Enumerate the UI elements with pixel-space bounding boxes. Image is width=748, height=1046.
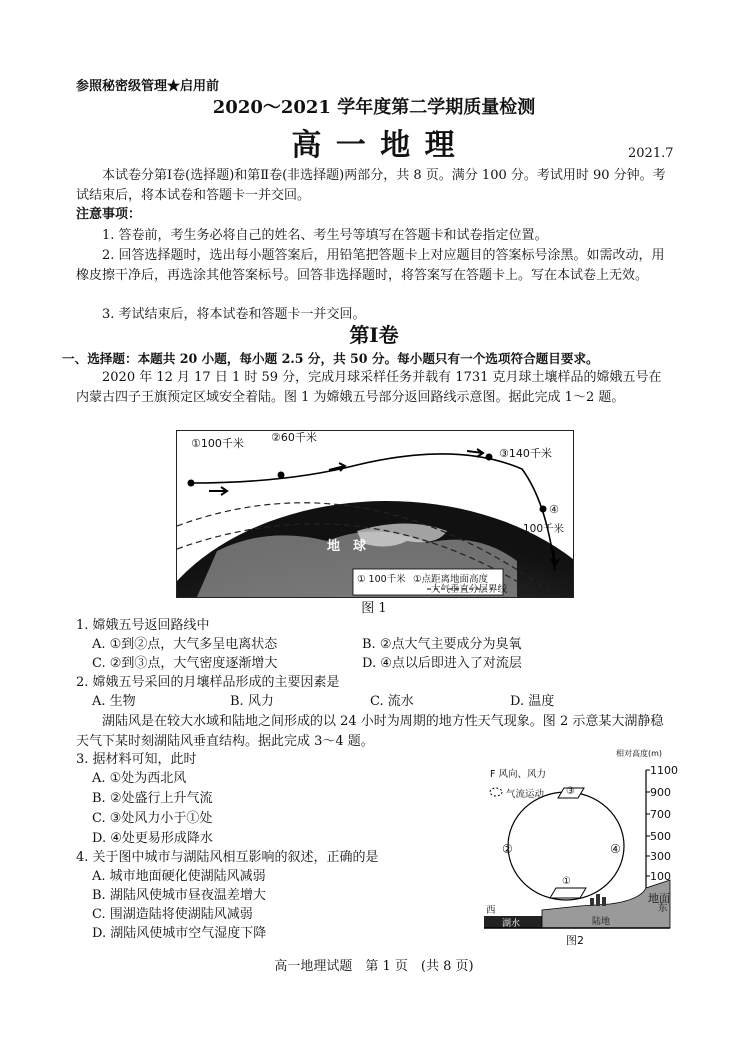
legend-airflow: 气流运动: [506, 789, 545, 800]
q3-option-c: C. ③处风力小于①处: [92, 811, 213, 826]
figure-1-caption: 图 1: [361, 601, 387, 616]
exam-title: 2020～2021 学年度第二学期质量检测: [212, 97, 536, 118]
q4-option-b: B. 湖陆风使城市昼夜温差增大: [92, 888, 266, 903]
q3-option-b: B. ②处盛行上升气流: [92, 791, 213, 806]
point-4-marker: ④: [610, 842, 621, 856]
ytick-300: 300: [650, 850, 671, 863]
wind-symbol-1: [550, 888, 586, 898]
earth-label: 地 球: [327, 539, 367, 554]
legend-airflow-symbol: [490, 788, 502, 796]
ytick-100: 100: [650, 870, 671, 883]
ytick-900: 900: [650, 786, 671, 799]
ytick-ground: 地面: [648, 892, 670, 905]
point-1-label: ①100千米: [191, 437, 244, 450]
lake-label: 湖水: [502, 919, 521, 929]
point-2-label: ②60千米: [271, 431, 317, 444]
secret-level: 参照秘密级管理★启用前: [76, 79, 220, 94]
note-3: 3. 考试结束后，将本试卷和答题卡一并交回。: [102, 307, 366, 322]
city-building-2: [596, 894, 600, 906]
q2-option-d: D. 温度: [510, 694, 555, 709]
q2-option-c: C. 流水: [370, 694, 414, 709]
city-building-3: [602, 897, 606, 906]
point-3-label: ③140千米: [499, 447, 552, 460]
section-heading: 一、选择题：本题共 20 小题，每小题 2.5 分，共 50 分。每小题只有一个选项符合题目要求。: [62, 351, 599, 366]
point-1-marker: ①: [562, 876, 571, 887]
arrow-1: [209, 487, 227, 495]
q1-option-a: A. ①到②点，大气多呈电离状态: [92, 637, 278, 652]
exam-date: 2021.7: [628, 146, 674, 161]
figure-2: [480, 748, 680, 948]
q1-option-c: C. ②到③点，大气密度逐渐增大: [92, 656, 278, 671]
page-footer: 高一地理试题 第 1 页 (共 8 页): [274, 959, 474, 974]
question-1-stem: 1. 嫦娥五号返回路线中: [76, 618, 210, 633]
figure-2-caption: 图2: [566, 934, 584, 947]
question-3-stem: 3. 据材料可知，此时: [76, 752, 197, 767]
question-4-stem: 4. 关于图中城市与湖陆风相互影响的叙述，正确的是: [76, 850, 379, 865]
note-2: 2. 回答选择题时，选出每小题答案后，用铅笔把答题卡上对应题目的答案标号涂黑。如需改动，用橡皮擦干净后，再选涂其他答案标号。回答非选择题时，将答案写在答题卡上。写在本试卷上无效。: [76, 248, 665, 283]
q2-option-a: A. 生物: [92, 694, 136, 709]
ytick-500: 500: [650, 830, 671, 843]
point-1-dot: [188, 480, 195, 487]
notes-title: 注意事项：: [76, 207, 142, 222]
point-4-dot: [540, 506, 547, 513]
point-3-dot: [486, 454, 493, 461]
legend-line-desc: 大气垂直分层界线: [431, 584, 508, 595]
subject-title: 高 一 地 理: [291, 128, 457, 163]
question-2-stem: 2. 嫦娥五号采回的月壤样品形成的主要因素是: [76, 675, 340, 690]
ytick-700: 700: [650, 808, 671, 821]
q4-option-d: D. 湖陆风使城市空气湿度下降: [92, 926, 267, 941]
figure-1: [176, 430, 574, 598]
section-title: 第Ⅰ卷: [349, 323, 399, 347]
point-4-num: ④: [549, 503, 559, 516]
ytick-1100: 1100: [650, 764, 678, 777]
q1-option-b: B. ②点大气主要成分为臭氧: [362, 637, 522, 652]
east-label: 东: [658, 903, 668, 914]
legend-desc: ①点距离地面高度: [413, 574, 489, 585]
city-building-1: [590, 898, 594, 906]
point-3-marker: ③: [566, 786, 575, 797]
q4-option-c: C. 围湖造陆将使湖陆风减弱: [92, 907, 253, 922]
passage-2: 湖陆风是在较大水域和陆地之间形成的以 24 小时为周期的地方性天气现象。图 2 示意某大湖静稳天气下某时刻湖陆风垂直结构。据此完成 3～4 题。: [76, 714, 664, 749]
point-2-dot: [278, 472, 285, 479]
y-axis-label: 相对高度(m): [616, 749, 663, 758]
west-label: 西: [486, 905, 496, 916]
q3-option-d: D. ④处更易形成降水: [92, 831, 213, 846]
passage-1: 2020 年 12 月 17 日 1 时 59 分，完成月球采样任务并载有 1731 克月球土壤样品的嫦娥五号在内蒙古四子王旗预定区域安全着陆。图 1 为嫦娥五号部分返回路线示意图。据此完成 1～2 题。: [76, 370, 662, 405]
point-2-marker: ②: [502, 842, 513, 856]
q2-option-b: B. 风力: [230, 694, 274, 709]
q3-option-a: A. ①处为西北风: [92, 771, 187, 786]
intro-paragraph: 本试卷分第Ⅰ卷(选择题)和第Ⅱ卷(非选择题)两部分，共 8 页。满分 100 分。考试用时 90 分钟。考试结束后，将本试卷和答题卡一并交回。: [76, 168, 666, 203]
q1-option-d: D. ④点以后即进入了对流层: [362, 656, 522, 671]
q4-option-a: A. 城市地面硬化使湖陆风减弱: [92, 869, 266, 884]
note-1: 1. 答卷前，考生务必将自己的姓名、考生号等填写在答题卡和试卷指定位置。: [102, 228, 548, 243]
point-4-alt: 100千米: [523, 523, 565, 535]
legend-wind: F 风向、风力: [490, 769, 546, 780]
land-label: 陆地: [592, 917, 611, 927]
legend-sample: ① 100千米: [357, 574, 406, 585]
